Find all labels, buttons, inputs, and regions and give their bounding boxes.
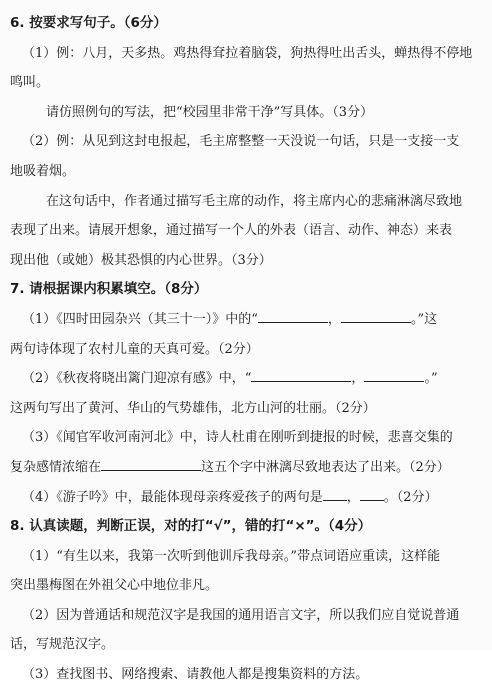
- q7-item2-cont: 这两句写出了黄河、华山的气势雄伟，北方山河的壮丽。（2分）: [10, 400, 376, 416]
- q6-part1-example-cont: 鸣叫。: [10, 75, 50, 91]
- q7-item4: [10, 483, 482, 513]
- q8-item1: （1）“有生以来，我第一次听到他训斥我母亲。”带点词语应重读，这样能: [22, 548, 441, 564]
- q7-item1-prefix: （1）《四时田园杂兴（其三十一）》中的“: [22, 311, 258, 327]
- q8-item2-cont: 话，写规范汉字。: [10, 637, 115, 653]
- q7-item1-suffix: 。”这: [410, 311, 438, 327]
- q7-item4-prefix: （4）《游子吟》中，最能体现母亲疼爱孩子的两句是: [22, 489, 323, 505]
- q6-part2-task: 现出他（或她）极其恐惧的内心世界。（3分）: [10, 252, 272, 268]
- q7-item3-prefix: 复杂感情浓缩在: [10, 459, 102, 475]
- answer-blank[interactable]: [364, 367, 424, 382]
- answer-blank[interactable]: [258, 308, 328, 323]
- q7-item2-suffix: 。”: [424, 371, 438, 387]
- q6-part2-explanation: 在这句话中，作者通过描写毛主席的动作，将主席内心的悲痛淋漓尽致地: [46, 193, 463, 209]
- q7-item4-sep: ，: [346, 489, 360, 505]
- question-8-heading: 8. 认真读题，判断正误，对的打“√”，错的打“×”。（4分）: [10, 518, 372, 535]
- q7-item1-cont: 两句诗体现了农村儿童的天真可爱。（2分）: [10, 341, 259, 357]
- answer-blank[interactable]: [251, 367, 351, 382]
- q7-item3-suffix: 这五个字中淋漓尽致地表达了出来。（2分）: [201, 459, 450, 475]
- q6-part2-example: （2）例：从见到这封电报起，毛主席整整一天没说一句话，只是一支接一支: [22, 134, 460, 150]
- q6-part1-task: 请仿照例句的写法，把“校园里非常干净”写具体。（3分）: [46, 104, 374, 120]
- q6-part2-explanation-cont: 表现了出来。请展开想象，通过描写一个人的外表（语言、动作、神态）来表: [10, 223, 453, 239]
- q7-item2: [10, 364, 482, 394]
- q7-item4-suffix: 。（2分）: [383, 489, 438, 505]
- answer-blank[interactable]: [360, 486, 384, 501]
- question-6-heading: 6. 按要求写句子。（6分）: [10, 15, 167, 31]
- answer-blank[interactable]: [323, 486, 347, 501]
- q6-part1-example: （1）例：八月，天多热。鸡热得耷拉着脑袋，狗热得吐出舌头，蝉热得不停地: [22, 45, 473, 61]
- answer-blank[interactable]: [101, 456, 201, 471]
- q7-item3-cont: [10, 453, 482, 483]
- question-7-heading: 7. 请根据课内积累填空。（8分）: [10, 281, 208, 298]
- q7-item2-sep: ，: [351, 371, 365, 387]
- q8-item1-cont: 突出墨梅图在外祖父心中地位非凡。: [10, 578, 219, 594]
- q8-item3: （3）查找图书、网络搜索、请教他人都是搜集资料的方法。: [22, 667, 369, 683]
- answer-blank[interactable]: [341, 308, 411, 323]
- q6-part2-example-cont: 地吸着烟。: [10, 163, 76, 179]
- q7-item1-sep: ，: [327, 311, 341, 327]
- q7-item2-prefix: （2）《秋夜将晓出篱门迎凉有感》中，“: [22, 371, 252, 387]
- q7-item1: [10, 305, 482, 335]
- q7-item3: （3）《闻官军收河南河北》中，诗人杜甫在刚听到捷报的时候，悲喜交集的: [22, 430, 453, 446]
- q8-item2: （2）因为普通话和规范汉字是我国的通用语言文字，所以我们应自觉说普通: [22, 607, 460, 623]
